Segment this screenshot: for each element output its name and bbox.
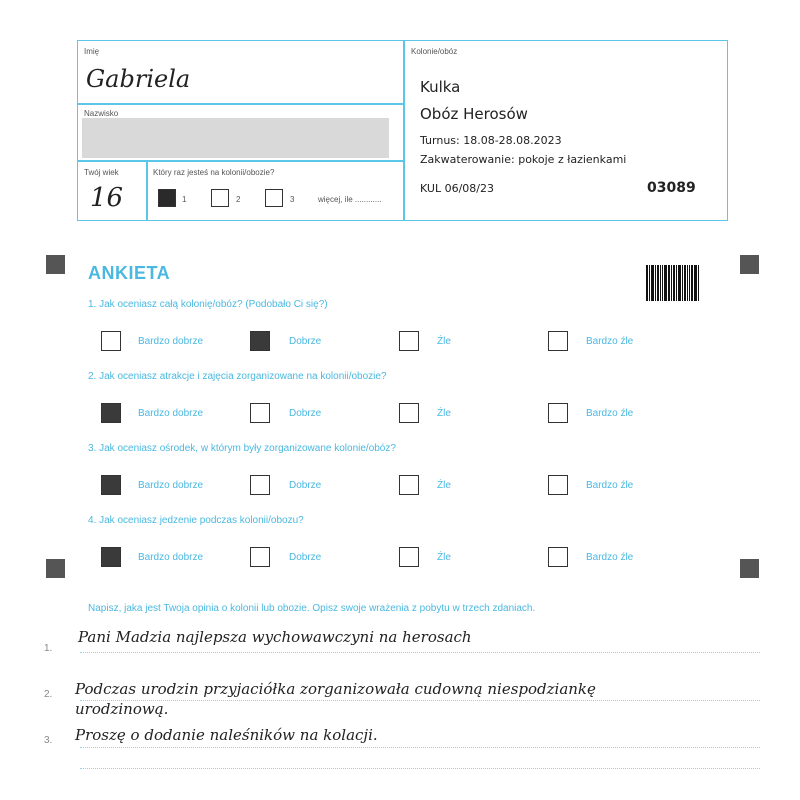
answer-line-number: 1.	[44, 643, 53, 654]
visit-option-3-label: 3	[290, 195, 295, 204]
visit-question: Który raz jesteś na kolonii/obozie?	[153, 168, 275, 177]
registration-marker	[46, 559, 65, 578]
q1-option-label: Źle	[437, 336, 451, 347]
camp-subname: Obóz Herosów	[420, 105, 528, 123]
survey-title: ANKIETA	[88, 263, 171, 283]
q4-option-label: Bardzo dobrze	[138, 552, 204, 563]
q3-option-label: Dobrze	[289, 480, 322, 491]
q1-option-bardzo-zle-checkbox[interactable]	[548, 331, 568, 351]
answer-line-extra-rule	[80, 768, 760, 769]
q4-option-dobrze-checkbox[interactable]	[250, 547, 270, 567]
q3-option-bardzo-dobrze-checkbox[interactable]	[101, 475, 121, 495]
q2-option-label: Źle	[437, 408, 451, 419]
camp-label: Kolonie/obóz	[411, 47, 458, 56]
q3-option-bardzo-zle-checkbox[interactable]	[548, 475, 568, 495]
q1-option-dobrze-checkbox[interactable]	[250, 331, 270, 351]
registration-marker	[740, 255, 759, 274]
answer-line-1[interactable]: Pani Madzia najlepsza wychowawczyni na herosach	[78, 628, 472, 646]
q1-option-label: Dobrze	[289, 336, 322, 347]
registration-marker	[46, 255, 65, 274]
q3-option-label: Źle	[437, 480, 451, 491]
answer-line-2-rule	[80, 700, 760, 701]
q4-option-bardzo-zle-checkbox[interactable]	[548, 547, 568, 567]
registration-marker	[740, 559, 759, 578]
answer-line-3-rule	[80, 747, 760, 748]
name-label: Imię	[84, 47, 100, 56]
q2-option-bardzo-zle-checkbox[interactable]	[548, 403, 568, 423]
q3-option-label: Bardzo dobrze	[138, 480, 204, 491]
q1-option-label: Bardzo dobrze	[138, 336, 204, 347]
q2-option-zle-checkbox[interactable]	[399, 403, 419, 423]
q3-option-dobrze-checkbox[interactable]	[250, 475, 270, 495]
q1-option-label: Bardzo źle	[586, 336, 634, 347]
age-value[interactable]: 16	[90, 183, 124, 213]
answer-line-number: 3.	[44, 735, 53, 746]
answer-line-2-continued[interactable]: urodzinową.	[75, 700, 169, 718]
header-divider	[403, 41, 405, 220]
form-number: 03089	[647, 180, 696, 196]
q2-option-dobrze-checkbox[interactable]	[250, 403, 270, 423]
q2-option-bardzo-dobrze-checkbox[interactable]	[101, 403, 121, 423]
opinion-instruction: Napisz, jaka jest Twoja opinia o kolonii lub obozie. Opisz swoje wrażenia z pobytu w trzech zdaniach.	[88, 603, 536, 614]
camp-code: KUL 06/08/23	[420, 182, 494, 195]
question-3-text: 3. Jak oceniasz ośrodek, w którym były zorganizowane kolonie/obóz?	[88, 443, 396, 454]
visit-option-1-checkbox[interactable]	[158, 189, 176, 207]
q4-option-bardzo-dobrze-checkbox[interactable]	[101, 547, 121, 567]
q2-option-label: Dobrze	[289, 408, 322, 419]
q4-option-label: Bardzo źle	[586, 552, 634, 563]
camp-name: Kulka	[420, 78, 461, 96]
q1-option-zle-checkbox[interactable]	[399, 331, 419, 351]
answer-line-number: 2.	[44, 689, 53, 700]
header-divider	[78, 103, 403, 105]
q4-option-label: Dobrze	[289, 552, 322, 563]
q4-option-zle-checkbox[interactable]	[399, 547, 419, 567]
header-divider	[78, 160, 403, 162]
q2-option-label: Bardzo źle	[586, 408, 634, 419]
visit-option-2-label: 2	[236, 195, 241, 204]
camp-info-header	[77, 40, 728, 221]
answer-line-2[interactable]: Podczas urodzin przyjaciółka zorganizowała cudowną niespodziankę	[75, 680, 596, 698]
header-divider	[146, 161, 148, 220]
visit-option-2-checkbox[interactable]	[211, 189, 229, 207]
q3-option-label: Bardzo źle	[586, 480, 634, 491]
surname-label: Nazwisko	[84, 109, 119, 118]
q2-option-label: Bardzo dobrze	[138, 408, 204, 419]
q3-option-zle-checkbox[interactable]	[399, 475, 419, 495]
name-value[interactable]: Gabriela	[86, 65, 191, 93]
barcode-image	[646, 265, 700, 301]
q4-option-label: Źle	[437, 552, 451, 563]
question-4-text: 4. Jak oceniasz jedzenie podczas kolonii/obozu?	[88, 515, 304, 526]
surname-redacted-field	[82, 118, 389, 158]
accommodation: Zakwaterowanie: pokoje z łazienkami	[420, 153, 627, 166]
age-label: Twój wiek	[84, 168, 119, 177]
visit-option-3-checkbox[interactable]	[265, 189, 283, 207]
question-2-text: 2. Jak oceniasz atrakcje i zajęcia zorganizowane na kolonii/obozie?	[88, 371, 387, 382]
visit-more-label: więcej, ile ............	[318, 195, 382, 204]
turnus-dates: Turnus: 18.08-28.08.2023	[420, 134, 562, 147]
q1-option-bardzo-dobrze-checkbox[interactable]	[101, 331, 121, 351]
answer-line-3[interactable]: Proszę o dodanie naleśników na kolacji.	[75, 726, 378, 744]
question-1-text: 1. Jak oceniasz całą kolonię/obóz? (Podobało Ci się?)	[88, 299, 328, 310]
visit-option-1-label: 1	[182, 195, 187, 204]
answer-line-1-rule	[80, 652, 760, 653]
